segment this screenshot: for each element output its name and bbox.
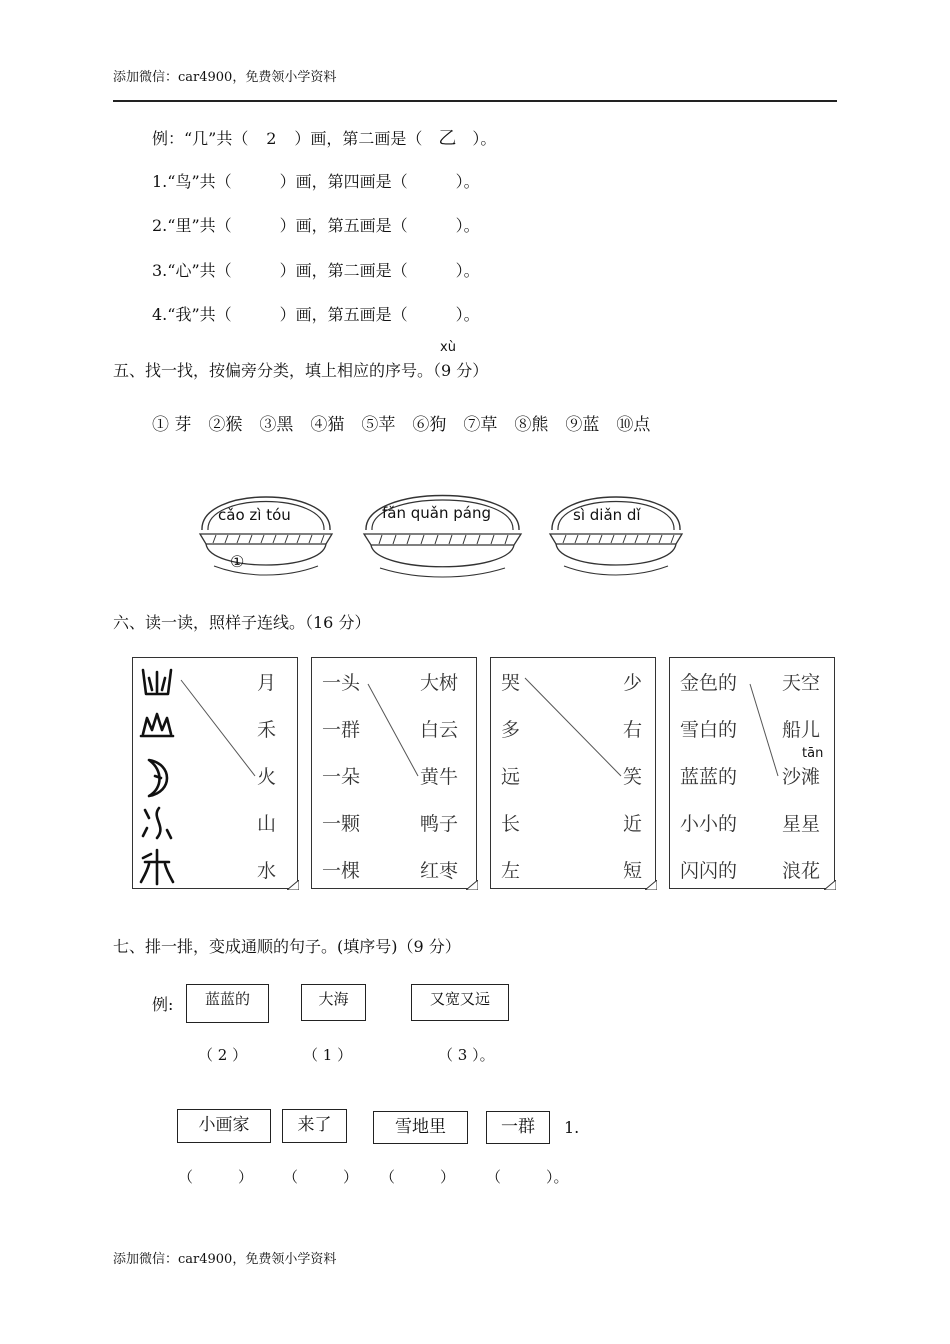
box2-left-4: 一棵 xyxy=(322,860,361,882)
page-curl-icon xyxy=(824,880,836,890)
basket-3-label: sì diǎn dǐ xyxy=(573,506,641,524)
example-answer-2: （ 1 ） xyxy=(303,1046,353,1064)
q1-blank-2[interactable]: （ ） xyxy=(283,1168,359,1186)
match-box-1 xyxy=(132,657,298,889)
box2-right-2: 黄牛 xyxy=(420,766,459,788)
basket-2 xyxy=(360,478,525,582)
section5-title: 五、找一找，按偏旁分类，填上相应的序号。（9 分） xyxy=(113,361,489,380)
basket-2-label: fǎn quǎn páng xyxy=(382,504,491,522)
box4-right-2: 沙滩 xyxy=(782,766,821,788)
box3-right-0: 少 xyxy=(623,672,643,694)
q1-blank-4[interactable]: （ ）。 xyxy=(486,1168,569,1186)
page-footer: 添加微信：car4900，免费领小学资料 xyxy=(113,1252,337,1267)
q1-word-2: 来了 xyxy=(282,1109,347,1143)
box3-right-4: 短 xyxy=(623,860,643,882)
stroke-example xyxy=(152,124,496,150)
page-header: 添加微信：car4900，免费领小学资料 xyxy=(113,70,337,85)
box3-left-3: 长 xyxy=(501,813,521,835)
q1-blank-1[interactable]: （ ） xyxy=(178,1168,254,1186)
box2-left-1: 一群 xyxy=(322,719,361,741)
box3-left-4: 左 xyxy=(501,860,521,882)
match-box-3 xyxy=(490,657,656,889)
box4-right-4: 浪花 xyxy=(782,860,821,882)
stroke-question-2: 2.“里”共（ ）画，第五画是（ ）。 xyxy=(152,216,480,235)
stroke-example-end: ）。 xyxy=(472,129,497,148)
box2-right-3: 鸭子 xyxy=(420,813,459,835)
match-box-2 xyxy=(311,657,477,889)
box2-right-0: 大树 xyxy=(420,672,459,694)
section7-title: 七、排一排，变成通顺的句子。(填序号)（9 分） xyxy=(113,937,461,956)
box4-right-0: 天空 xyxy=(782,672,821,694)
basket-3 xyxy=(546,478,686,580)
box3-right-2: 笑 xyxy=(623,766,643,788)
section5-options: ① 芽 ②猴 ③黑 ④猫 ⑤苹 ⑥狗 ⑦草 ⑧熊 ⑨蓝 ⑩点 xyxy=(152,415,651,435)
box2-right-4: 红枣 xyxy=(420,860,459,882)
box1-right-1: 禾 xyxy=(257,719,277,741)
box4-left-3: 小小的 xyxy=(680,813,738,835)
example-label: 例: xyxy=(152,995,174,1014)
example-word-3: 又宽又远 xyxy=(411,984,509,1021)
box3-left-1: 多 xyxy=(501,719,521,741)
box4-left-4: 闪闪的 xyxy=(680,860,738,882)
example-answer-3: （ 3 ）。 xyxy=(438,1046,495,1064)
section5-pinyin: xù xyxy=(440,340,456,355)
q1-blank-3[interactable]: （ ） xyxy=(380,1168,456,1186)
basket-2-icon xyxy=(360,478,525,582)
box1-right-3: 山 xyxy=(257,813,277,835)
example-word-2: 大海 xyxy=(301,984,366,1021)
q1-word-3: 雪地里 xyxy=(373,1111,468,1144)
basket-1 xyxy=(196,478,336,580)
stroke-example-stroke: 乙 xyxy=(438,128,457,149)
box4-left-1: 雪白的 xyxy=(680,719,738,741)
box1-right-4: 水 xyxy=(257,860,277,882)
example-word-1: 蓝蓝的 xyxy=(186,984,269,1023)
box3-left-2: 远 xyxy=(501,766,521,788)
box1-right-0: 月 xyxy=(257,672,277,694)
basket-1-label: cǎo zì tóu xyxy=(218,506,291,524)
box2-left-2: 一朵 xyxy=(322,766,361,788)
box4-right-3: 星星 xyxy=(782,813,821,835)
stroke-example-prefix: 例：“几”共（ xyxy=(152,129,249,148)
box4-left-2: 蓝蓝的 xyxy=(680,766,738,788)
page-curl-icon xyxy=(287,880,299,890)
stroke-question-3: 3.“心”共（ ）画，第二画是（ ）。 xyxy=(152,261,480,280)
box4-right-1: 船儿 xyxy=(782,719,821,741)
section6-title: 六、读一读，照样子连线。（16 分） xyxy=(113,613,371,632)
box2-left-3: 一颗 xyxy=(322,813,361,835)
basket-1-icon xyxy=(196,478,336,580)
page-curl-icon xyxy=(645,880,657,890)
box2-left-0: 一头 xyxy=(322,672,361,694)
match-box-4 xyxy=(669,657,835,889)
example-answer-1: （ 2 ） xyxy=(198,1046,248,1064)
basket-3-icon xyxy=(546,478,686,580)
box2-right-1: 白云 xyxy=(420,719,459,741)
box3-right-3: 近 xyxy=(623,813,643,835)
stroke-example-mid: ）画，第二画是（ xyxy=(294,129,423,148)
stroke-example-count: 2 xyxy=(266,129,277,148)
box3-right-1: 右 xyxy=(623,719,643,741)
q1-word-4: 一群 xyxy=(486,1111,550,1144)
q1-number: 1. xyxy=(564,1118,580,1137)
box4-left-0: 金色的 xyxy=(680,672,738,694)
box4-pinyin: tān xyxy=(802,746,824,761)
box3-left-0: 哭 xyxy=(501,672,521,694)
header-divider xyxy=(113,100,837,102)
basket-1-answer: ① xyxy=(230,552,245,571)
stroke-question-4: 4.“我”共（ ）画，第五画是（ ）。 xyxy=(152,305,480,324)
box1-right-2: 火 xyxy=(257,766,277,788)
q1-word-1: 小画家 xyxy=(177,1109,271,1143)
stroke-question-1: 1.“鸟”共（ ）画，第四画是（ ）。 xyxy=(152,172,480,191)
page-curl-icon xyxy=(466,880,478,890)
